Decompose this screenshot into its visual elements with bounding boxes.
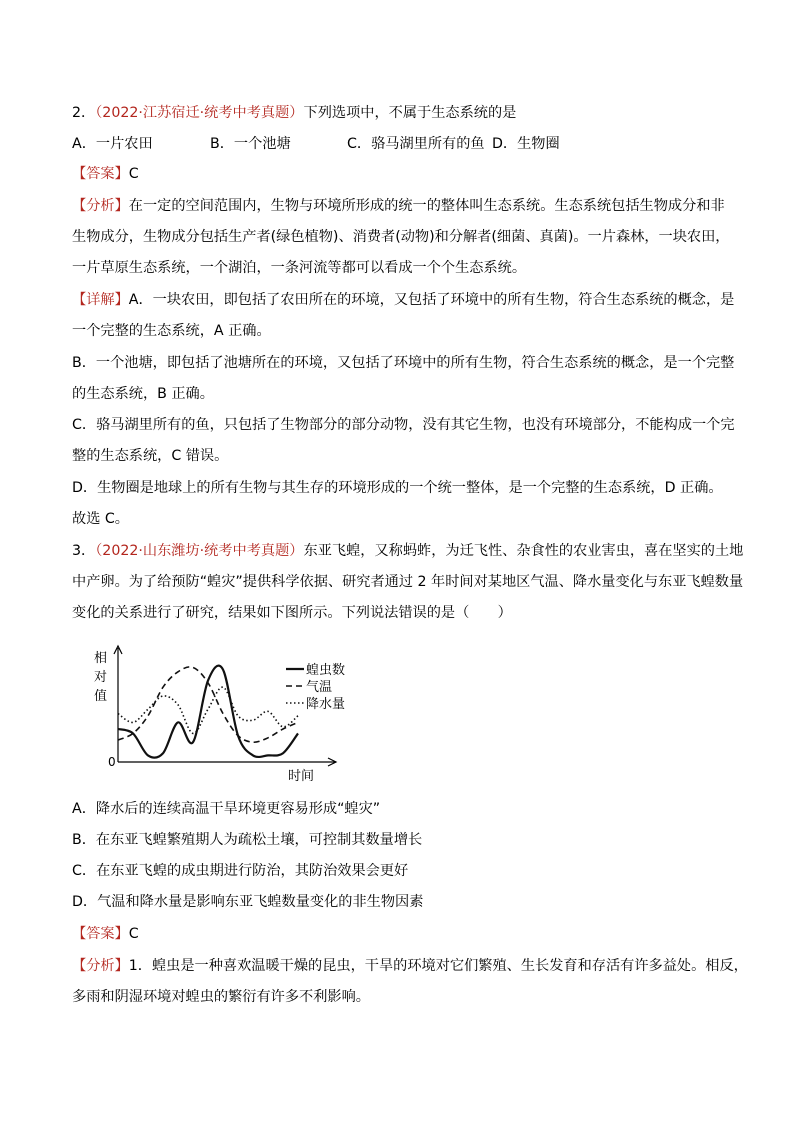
q2-analysis-line: 一片草原生态系统，一个湖泊，一条河流等都可以看成一个个生态系统。: [72, 260, 527, 276]
legend-label-3: 降水量: [306, 697, 346, 712]
q2-option-b: B．一个池塘: [210, 136, 291, 152]
q3-number: 3．: [72, 543, 96, 559]
origin-label: 0: [108, 755, 116, 769]
y-axis-label-char: 对: [94, 670, 108, 685]
q2-answer-tag: 【答案】: [72, 166, 129, 182]
q3-analysis-tag: 【分析】: [72, 958, 129, 974]
q3-stem-line: 中产卵。为了给预防“蝗灾”提供科学依据、研究者通过 2 年时间对某地区气温、降水量变化与东亚飞蝗数量: [72, 574, 744, 590]
q3-analysis-text: 1．蝗虫是一种喜欢温暖干燥的昆虫，干旱的环境对它们繁殖、生长发育和存活有许多益处。相反，: [128, 958, 748, 974]
q2-answer: [72, 164, 139, 184]
q2-detail-line: 故选 C。: [72, 511, 129, 527]
q2-detail-line: D．生物圈是地球上的所有生物与其生存的环境形成的一个统一整体，是一个完整的生态系统，D 正确。: [72, 480, 723, 496]
locust-chart: [82, 640, 382, 785]
q2-analysis-text: 在一定的空间范围内，生物与环境所形成的统一的整体叫生态系统。生态系统包括生物成分和非: [128, 198, 725, 214]
q2-detail-line: 整的生态系统，C 错误。: [72, 448, 229, 464]
legend-label-1: 蝗虫数: [306, 663, 346, 678]
q2-detail-line: 的生态系统，B 正确。: [72, 386, 214, 402]
q3-analysis-line: [72, 956, 748, 976]
q2-source: （2022·江苏宿迁·统考中考真题）: [95, 105, 304, 121]
q2-detail-line: [72, 290, 734, 310]
series-line-3: [118, 687, 298, 733]
q3-answer: [72, 924, 139, 944]
q3-source: （2022·山东潍坊·统考中考真题）: [95, 543, 304, 559]
q3-option-b: B．在东亚飞蝗繁殖期人为疏松土壤，可控制其数量增长: [72, 832, 423, 848]
q3-option-a: A．降水后的连续高温干旱环境更容易形成“蝗灾”: [72, 801, 381, 817]
q2-detail-line: 一个完整的生态系统，A 正确。: [72, 323, 271, 339]
chart-series: [118, 666, 298, 758]
q2-detail-text: A．一块农田，即包括了农田所在的环境，又包括了环境中的所有生物，符合生态系统的概念，是: [128, 292, 735, 308]
series-line-1: [118, 666, 298, 758]
q3-option-c: C．在东亚飞蝗的成虫期进行防治，其防治效果会更好: [72, 863, 409, 879]
q2-option-a: A．一片农田: [72, 136, 153, 152]
y-axis-label-char: 相: [94, 651, 108, 666]
q3-option-d: D．气温和降水量是影响东亚飞蝗数量变化的非生物因素: [72, 894, 424, 910]
q2-answer-value: C: [128, 166, 139, 182]
q3-analysis-line: 多雨和阴湿环境对蝗虫的繁衍有许多不利影响。: [72, 989, 370, 1005]
q2-detail-tag: 【详解】: [72, 292, 129, 308]
q2-detail-line: C．骆马湖里所有的鱼，只包括了生物部分的部分动物，没有其它生物，也没有环境部分，不能构成一个完: [72, 417, 735, 433]
q2-analysis-line: 生物成分，生物成分包括生产者(绿色植物)、消费者(动物)和分解者(细菌、真菌)。一片森林，一块农田，: [72, 229, 730, 245]
q2-options: [72, 134, 560, 154]
q2-stem-text: 下列选项中，不属于生态系统的是: [303, 105, 517, 121]
q2-analysis-tag: 【分析】: [72, 198, 129, 214]
q2-option-c: C．骆马湖里所有的鱼: [347, 136, 485, 152]
x-axis-label: 时间: [288, 769, 315, 784]
y-axis-label-char: 值: [94, 689, 108, 704]
q2-analysis-line: [72, 196, 725, 216]
legend-label-2: 气温: [306, 680, 333, 695]
q2-stem: [72, 103, 516, 123]
q3-answer-tag: 【答案】: [72, 926, 129, 942]
q2-option-d: D．生物圈: [492, 136, 560, 152]
q3-answer-value: C: [128, 926, 139, 942]
chart-text: [94, 650, 345, 784]
q2-number: 2．: [72, 105, 96, 121]
q2-detail-line: B．一个池塘，即包括了池塘所在的环境，又包括了环境中的所有生物，符合生态系统的概念，是一个完整: [72, 355, 735, 371]
q3-stem-line: 变化的关系进行了研究，结果如下图所示。下列说法错误的是（ ）: [72, 605, 512, 621]
q3-stem-text: 东亚飞蝗，又称蚂蚱，为迁飞性、杂食性的农业害虫，喜在坚实的土地: [303, 543, 744, 559]
q3-stem: [72, 541, 743, 561]
chart-axes: [114, 646, 336, 766]
